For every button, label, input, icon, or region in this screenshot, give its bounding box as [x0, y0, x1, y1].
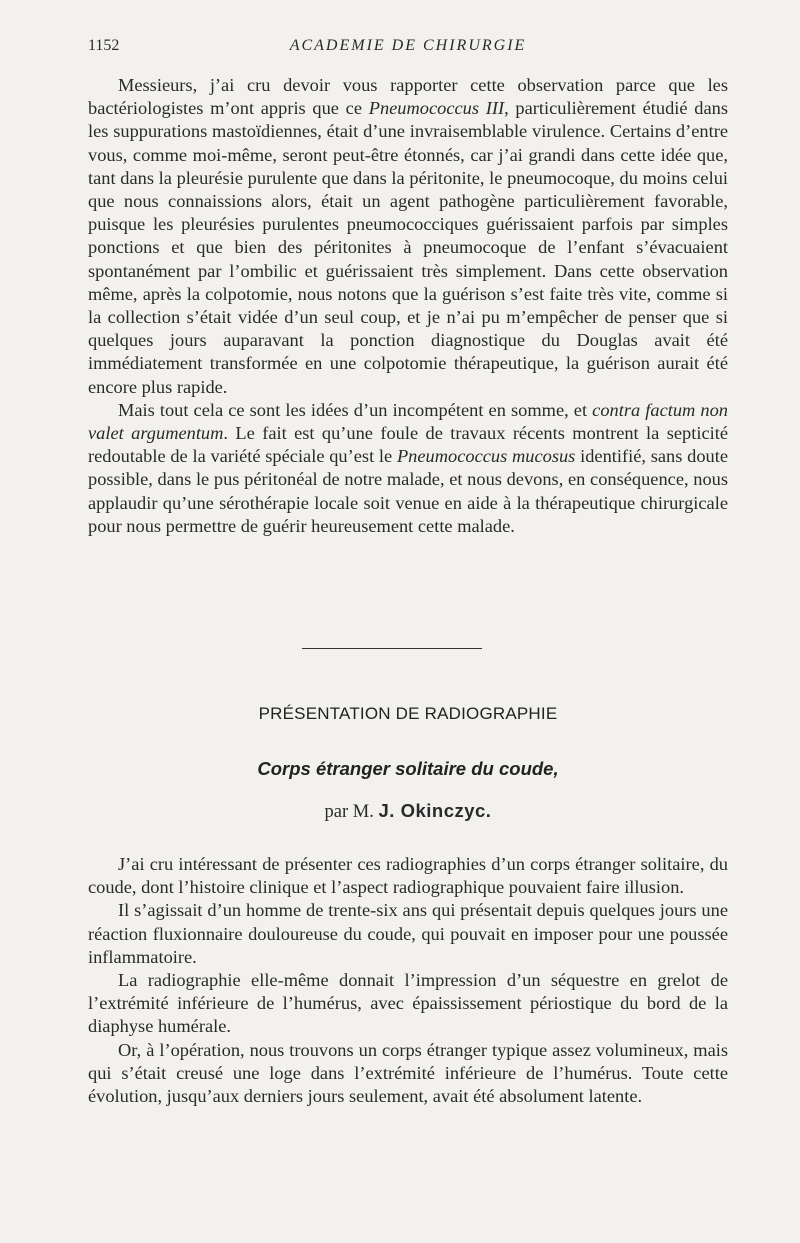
section-discussion — [88, 74, 728, 538]
text-run: identifié, sans doute possible, dans le pus péritonéal de notre malade, et nous devons, en conséquence, nous applaudir qu’une sérothérapie locale soit venue en aide à la thérapeutique chirurgicale pour nous permettre de guérir heureusement cette malade. — [88, 446, 729, 536]
paragraph — [88, 399, 728, 538]
byline — [88, 800, 728, 823]
text-run: . Le fait est qu’une foule de travaux récents montrent la septicité redoutable de la variété spéciale qu’est le — [88, 423, 728, 467]
article-title: Corps étranger solitaire du coude, — [257, 758, 559, 779]
italic-run: Pneumococcus mucosus — [396, 446, 576, 467]
running-title: ACADEMIE DE CHIRURGIE — [289, 37, 527, 54]
paragraph: J’ai cru intéressant de présenter ces radiographies d’un corps étranger solitaire, du coude, dont l’histoire clinique et l’aspect radiographique pouvaient faire illusion. — [88, 854, 728, 898]
text-run: Mais tout cela ce sont les idées d’un incompétent en somme, et — [118, 399, 593, 420]
italic-run: Pneumococcus III — [368, 98, 505, 119]
paragraph: Or, à l’opération, nous trouvons un corps étranger typique assez volumineux, mais qui s’était creusé une loge dans l’extrémité inférieure de l’humérus. Toute cette évolution, jusqu’aux derniers jours seulement, avait été absolument latente. — [88, 1039, 728, 1107]
italic-run: contra factum non valet argumentum — [88, 399, 728, 444]
paragraph: La radiographie elle-même donnait l’impression d’un séquestre en grelot de l’extrémité inférieure de l’humérus, avec épaississement périostique du bord de la diaphyse humérale. — [88, 970, 728, 1037]
page-number: 1152 — [88, 37, 120, 54]
running-header — [88, 37, 728, 61]
section-heading: PRÉSENTATION DE RADIOGRAPHIE — [258, 704, 558, 723]
byline-title: M. — [352, 802, 374, 822]
byline-author: J. Okinczyc. — [378, 800, 492, 821]
text-run: , particulièrement étudié dans les suppurations mastoïdiennes, était d’une invraisemblable virulence. Certains d’entre vous, comme moi-même, seront peut-être étonnés, car j’ai grandi dans cette idée que, tant dans la pleurésie purulente que dans la péritonite, le pneumocoque, du moins celui que nous connaissions alors, était un agent pathogène particulièrement favorable, puisque les pleurésies purulentes pneumococciques guérissaient parfois par simples ponctions et que bien des péritonites à pneumocoque de l’enfant s’évacuaient spontanément par l’ombilic et guérissaient très simplement. Dans cette observation même, après la colpotomie, nous notons que la guérison s’est faite très vite, comme si la collection s’était vidée d’un seul coup, et je n’ai pu m’empêcher de penser que si quelques jours auparavant la ponction diagnostique du Douglas avait été immédiatement transformée en une colpotomie thérapeutique, la guérison aurait été encore plus rapide. — [88, 98, 728, 397]
section-divider — [302, 648, 482, 649]
paragraph — [88, 74, 728, 399]
paragraph: Il s’agissait d’un homme de trente-six ans qui présentait depuis quelques jours une réaction fluxionnaire douloureuse du coude, qui pouvait en imposer pour une poussée inflammatoire. — [88, 900, 728, 967]
byline-prefix: par — [324, 802, 353, 822]
section-radiography — [88, 853, 728, 1108]
text-run: Messieurs, j’ai cru devoir vous rapporter cette observation parce que les bactériologistes m’ont appris que ce — [88, 75, 728, 119]
